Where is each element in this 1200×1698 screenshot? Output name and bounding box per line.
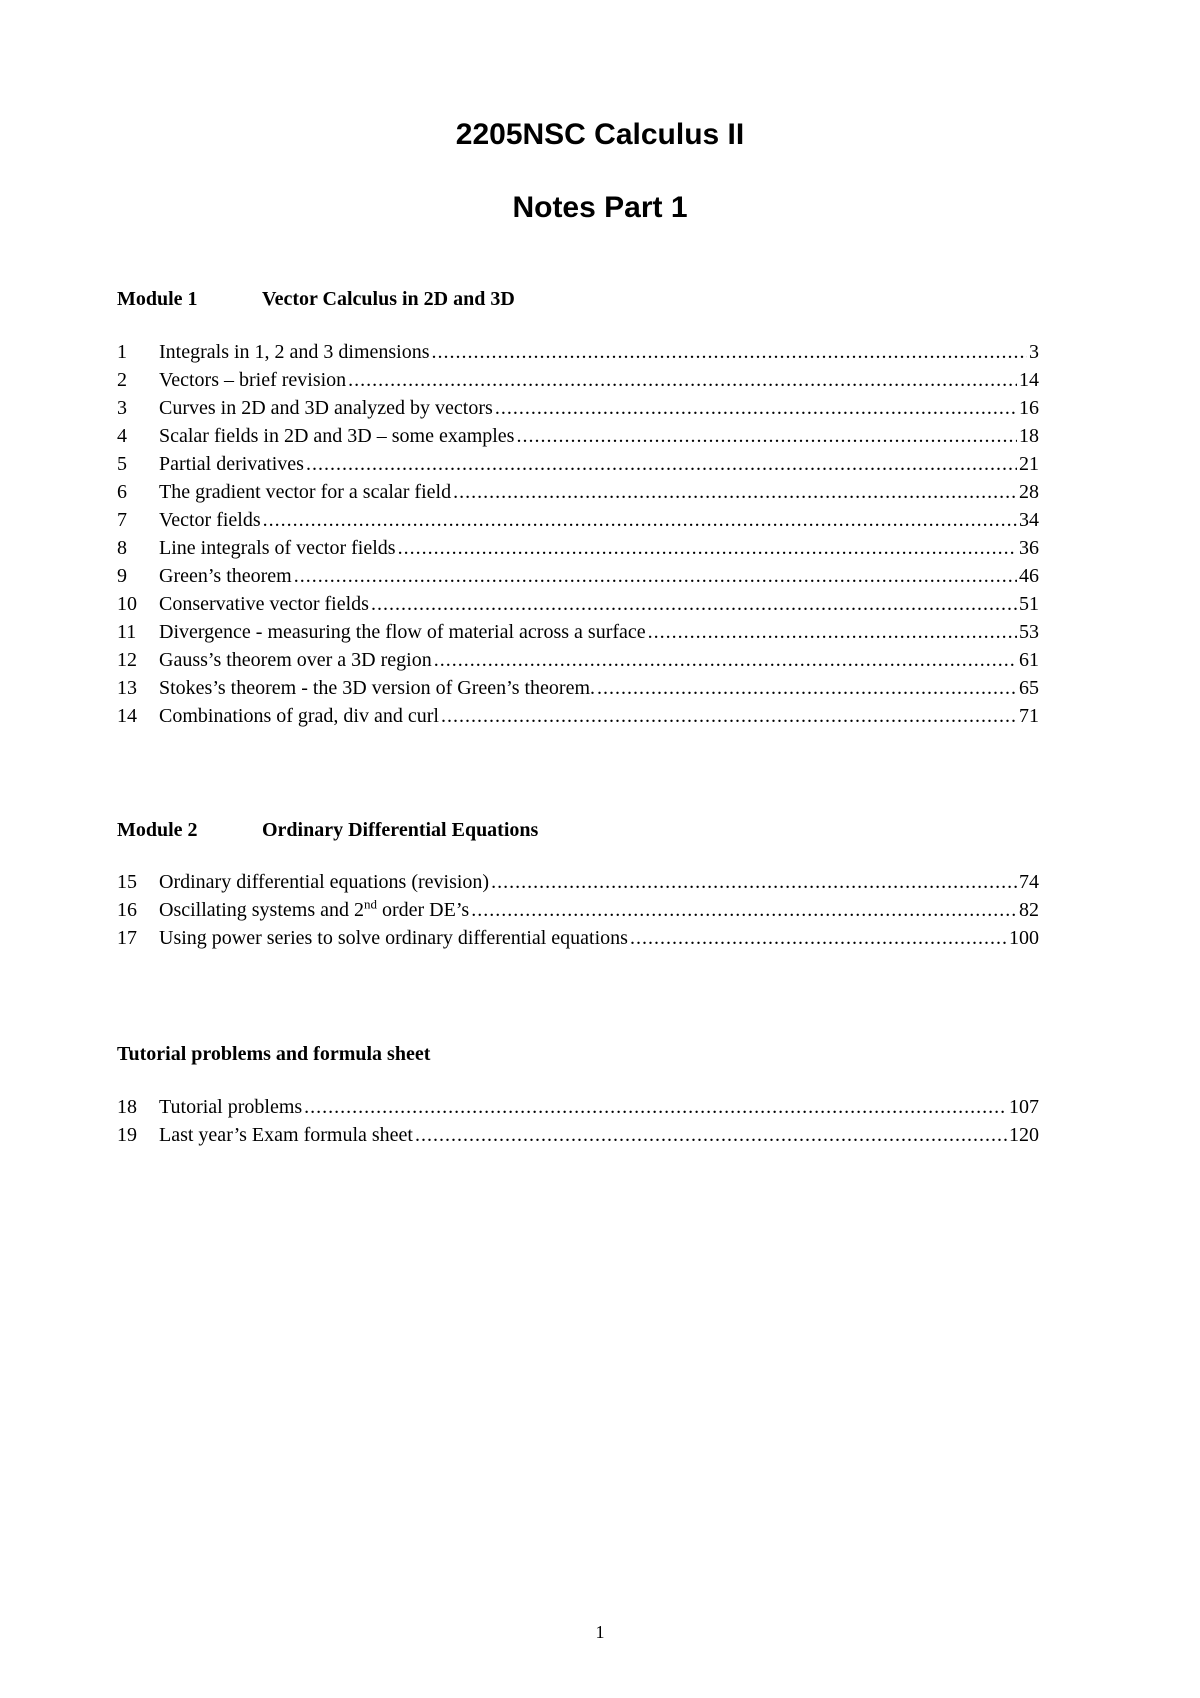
page-number: 1 (595, 1622, 605, 1642)
toc-entry-1[interactable] (117, 338, 1039, 366)
toc-entry-page: 74 (1019, 871, 1039, 893)
toc-entry-title: Stokes’s theorem - the 3D version of Green’s theorem. (159, 677, 596, 699)
module-1-title: Vector Calculus in 2D and 3D (262, 288, 515, 310)
toc-entry-number: 14 (117, 705, 137, 727)
toc-entry-title: Tutorial problems (159, 1096, 303, 1118)
toc-entry-page: 21 (1019, 453, 1039, 475)
toc-entry-number: 3 (117, 397, 127, 419)
toc-entry-19[interactable] (117, 1121, 1039, 1149)
tutorial-toc (117, 1093, 1039, 1149)
toc-entry-13[interactable] (117, 674, 1039, 702)
document-subtitle: Notes Part 1 (512, 191, 688, 224)
superscript-ordinal: nd (363, 896, 377, 912)
toc-entry-number: 19 (117, 1124, 137, 1146)
module-2-toc (117, 868, 1039, 952)
toc-entry-page: 34 (1019, 509, 1039, 531)
toc-entry-title: The gradient vector for a scalar field (159, 481, 452, 503)
module-2-heading (117, 820, 538, 840)
toc-entry-page: 61 (1019, 649, 1039, 671)
dot-leader (371, 590, 1017, 618)
module-1-heading (117, 289, 515, 309)
toc-entry-number: 17 (117, 927, 137, 949)
module-2-title: Ordinary Differential Equations (262, 819, 539, 841)
toc-entry-title: Conservative vector fields (159, 593, 369, 615)
toc-entry-number: 18 (117, 1096, 137, 1118)
toc-entry-page: 107 (1009, 1096, 1039, 1118)
dot-leader (648, 618, 1017, 646)
toc-entry-number: 9 (117, 565, 127, 587)
toc-entry-11[interactable] (117, 618, 1039, 646)
toc-entry-page: 3 (1029, 341, 1039, 363)
toc-entry-page: 28 (1019, 481, 1039, 503)
toc-entry-7[interactable] (117, 506, 1039, 534)
dot-leader (495, 394, 1017, 422)
toc-entry-page: 18 (1019, 425, 1039, 447)
dot-leader (432, 338, 1027, 366)
dot-leader (491, 868, 1017, 896)
toc-entry-4[interactable] (117, 422, 1039, 450)
toc-entry-6[interactable] (117, 478, 1039, 506)
toc-entry-title: Partial derivatives (159, 453, 304, 475)
toc-entry-page: 71 (1019, 705, 1039, 727)
toc-entry-number: 12 (117, 649, 137, 671)
dot-leader (306, 450, 1017, 478)
dot-leader (415, 1121, 1007, 1149)
toc-entry-page: 36 (1019, 537, 1039, 559)
toc-entry-9[interactable] (117, 562, 1039, 590)
dot-leader (516, 422, 1017, 450)
toc-entry-5[interactable] (117, 450, 1039, 478)
toc-entry-title: Vectors – brief revision (159, 369, 347, 391)
toc-entry-number: 16 (117, 899, 137, 921)
toc-entry-title: Divergence - measuring the flow of material across a surface (159, 621, 646, 643)
toc-entry-title: Vector fields (159, 509, 261, 531)
dot-leader (597, 674, 1017, 702)
toc-entry-title: Curves in 2D and 3D analyzed by vectors (159, 397, 493, 419)
toc-entry-18[interactable] (117, 1093, 1039, 1121)
module-1-label: Module 1 (117, 288, 198, 310)
toc-entry-number: 4 (117, 425, 127, 447)
toc-entry-3[interactable] (117, 394, 1039, 422)
toc-entry-title: Combinations of grad, div and curl (159, 705, 439, 727)
toc-entry-number: 6 (117, 481, 127, 503)
dot-leader (263, 506, 1017, 534)
toc-entry-number: 13 (117, 677, 137, 699)
toc-entry-page: 46 (1019, 565, 1039, 587)
toc-entry-number: 7 (117, 509, 127, 531)
toc-entry-title: Integrals in 1, 2 and 3 dimensions (159, 341, 430, 363)
toc-entry-number: 2 (117, 369, 127, 391)
module-2-label: Module 2 (117, 819, 198, 841)
toc-entry-number: 8 (117, 537, 127, 559)
toc-entry-17[interactable] (117, 924, 1039, 952)
dot-leader (304, 1093, 1007, 1121)
toc-entry-page: 14 (1019, 369, 1039, 391)
toc-entry-15[interactable] (117, 868, 1039, 896)
module-1-toc (117, 338, 1039, 730)
dot-leader (453, 478, 1017, 506)
toc-entry-page: 82 (1019, 899, 1039, 921)
toc-entry-14[interactable] (117, 702, 1039, 730)
toc-entry-number: 10 (117, 593, 137, 615)
toc-entry-title: Green’s theorem (159, 565, 292, 587)
toc-entry-page: 120 (1009, 1124, 1039, 1146)
toc-entry-title: Ordinary differential equations (revision) (159, 871, 490, 893)
dot-leader (294, 562, 1017, 590)
document-title: 2205NSC Calculus II (455, 118, 745, 151)
toc-entry-number: 15 (117, 871, 137, 893)
toc-entry-title: Gauss’s theorem over a 3D region (159, 649, 432, 671)
dot-leader (348, 366, 1017, 394)
dot-leader (471, 896, 1017, 924)
toc-entry-page: 100 (1009, 927, 1039, 949)
toc-entry-title-part: order DE’s (376, 899, 470, 921)
toc-entry-page: 16 (1019, 397, 1039, 419)
tutorial-heading: Tutorial problems and formula sheet (117, 1043, 431, 1065)
toc-entry-title: Line integrals of vector fields (159, 537, 396, 559)
toc-entry-number: 11 (117, 621, 137, 643)
toc-entry-page: 51 (1019, 593, 1039, 615)
toc-entry-number: 1 (117, 341, 127, 363)
toc-entry-title (159, 896, 469, 924)
toc-entry-title-part: Oscillating systems and 2 (159, 899, 364, 921)
dot-leader (398, 534, 1017, 562)
toc-entry-10[interactable] (117, 590, 1039, 618)
toc-entry-page: 65 (1019, 677, 1039, 699)
toc-entry-title: Using power series to solve ordinary differential equations (159, 927, 628, 949)
toc-entry-8[interactable] (117, 534, 1039, 562)
toc-entry-title: Last year’s Exam formula sheet (159, 1124, 413, 1146)
toc-entry-page: 53 (1019, 621, 1039, 643)
toc-entry-2[interactable] (117, 366, 1039, 394)
toc-entry-16[interactable] (117, 896, 1039, 924)
toc-entry-12[interactable] (117, 646, 1039, 674)
dot-leader (434, 646, 1017, 674)
toc-entry-title: Scalar fields in 2D and 3D – some examples (159, 425, 515, 447)
dot-leader (630, 924, 1007, 952)
dot-leader (441, 702, 1017, 730)
toc-entry-number: 5 (117, 453, 127, 475)
